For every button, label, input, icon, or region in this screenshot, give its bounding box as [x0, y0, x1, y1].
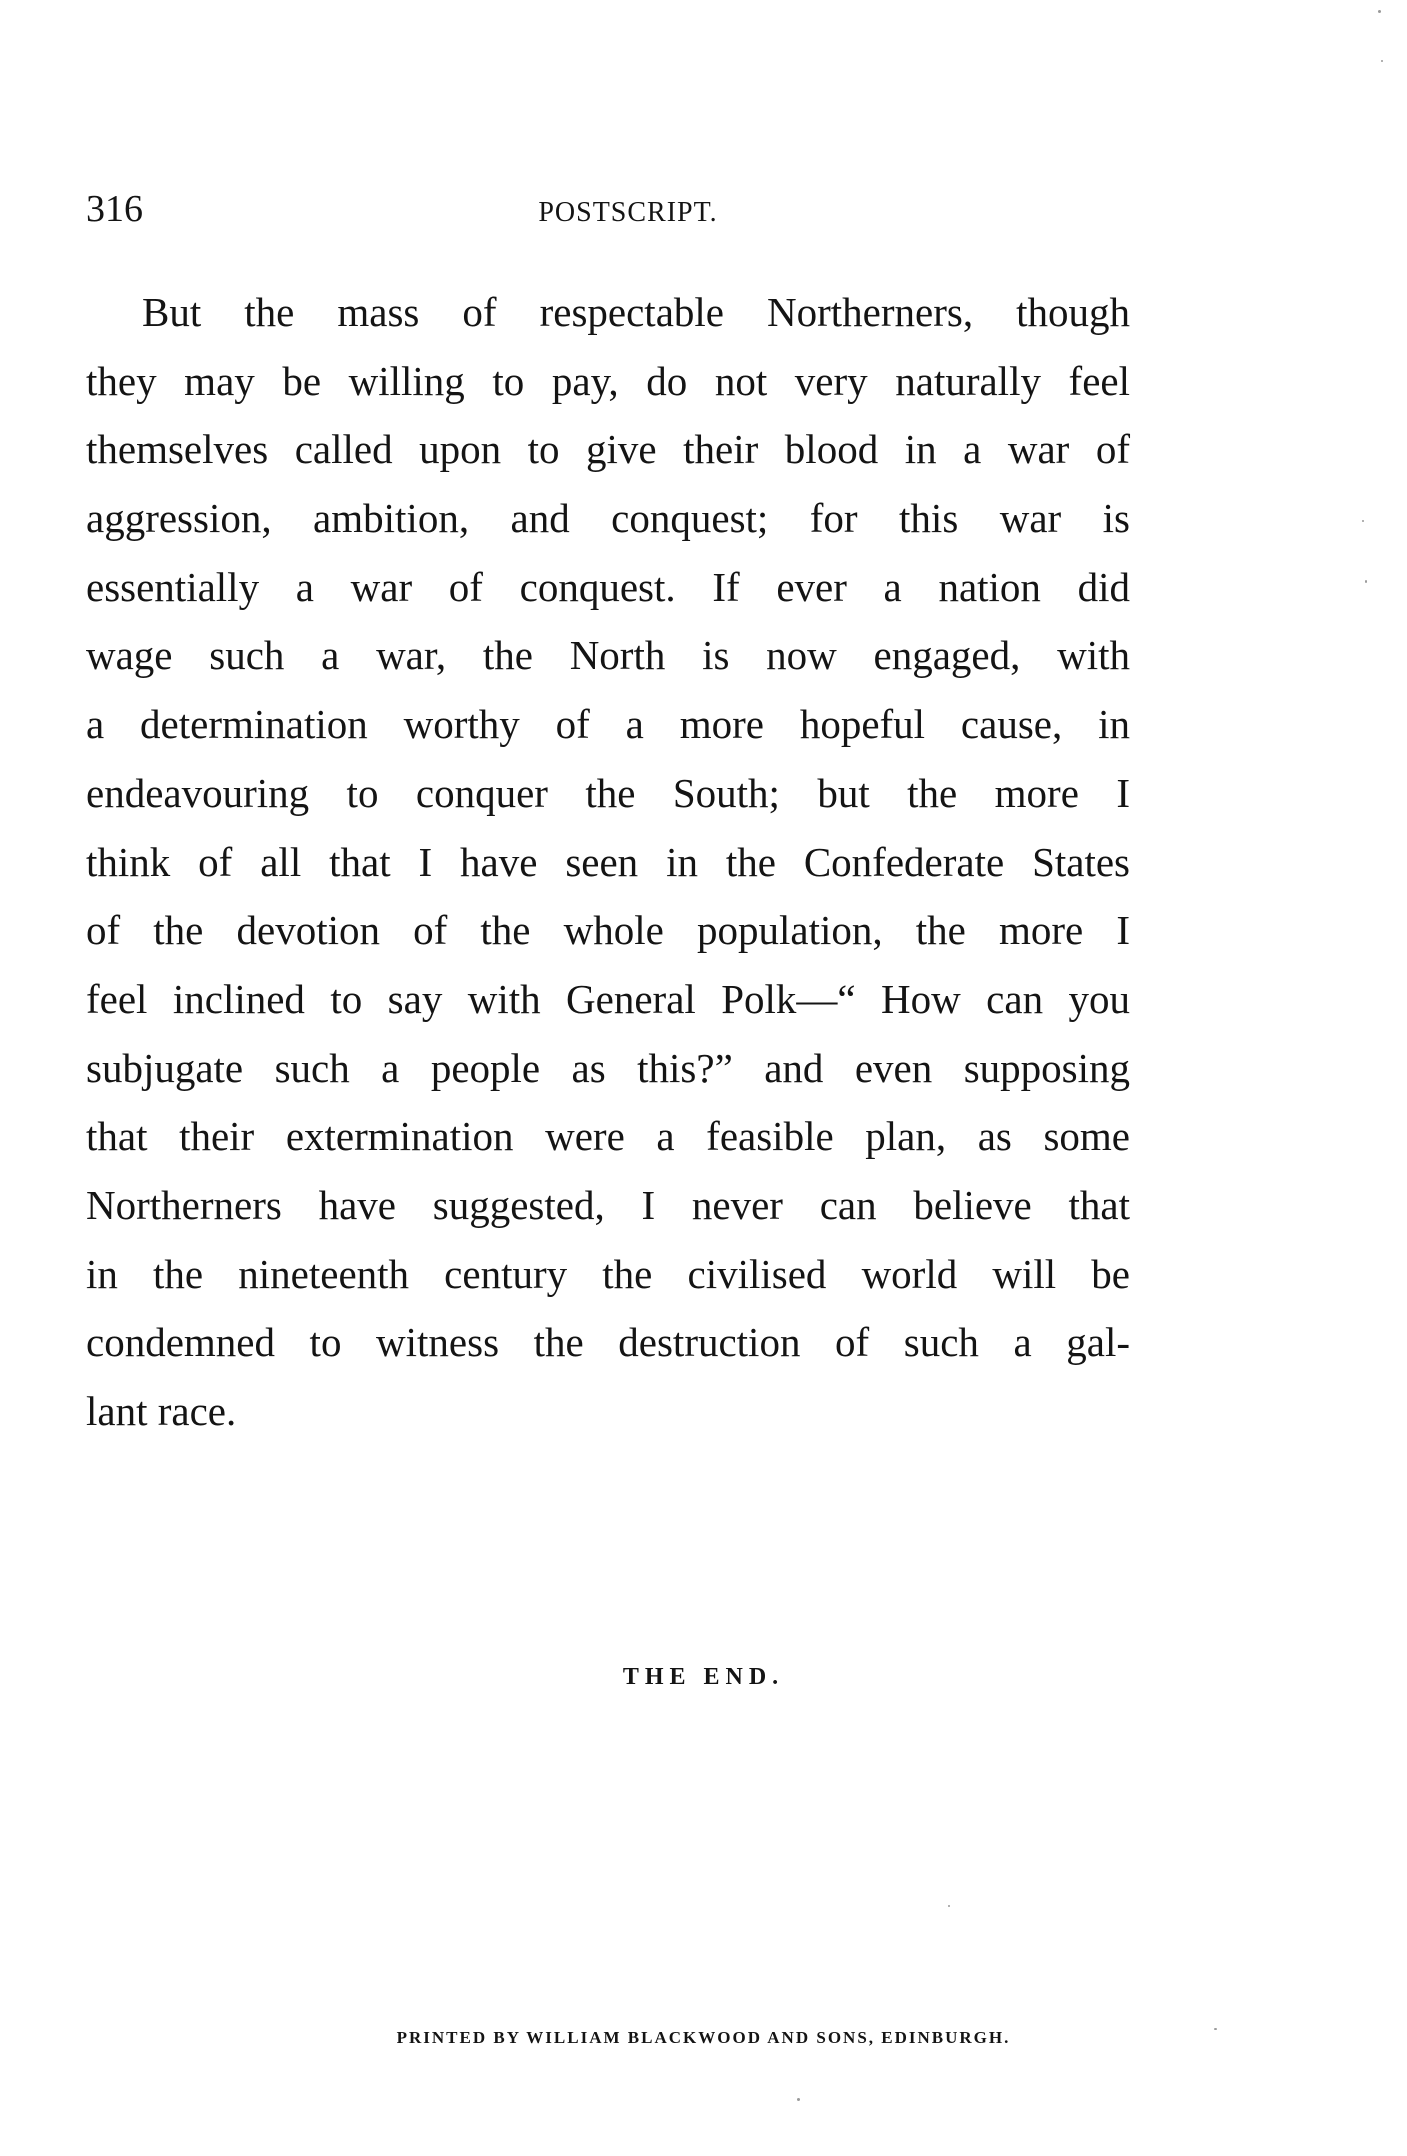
- text-line: lant race.: [86, 1388, 237, 1434]
- text-line: themselves called upon to give their blood in a war of: [86, 426, 1130, 473]
- text-line: a determination worthy of a more hopeful cause, in: [86, 701, 1130, 748]
- text-line: feel inclined to say with General Polk—“ How can you: [86, 975, 1130, 1022]
- scan-speck: [1378, 10, 1381, 13]
- scan-speck: [1381, 60, 1383, 62]
- text-line: that their extermination were a feasible plan, as some: [86, 1113, 1130, 1160]
- text-line: think of all that I have seen in the Confederate States: [86, 838, 1130, 885]
- text-line: endeavouring to conquer the South; but the more I: [86, 769, 1130, 816]
- scan-speck: [797, 2098, 800, 2101]
- text-line: Northerners have suggested, I never can believe that: [86, 1181, 1130, 1228]
- text-line: subjugate such a people as this?” and even supposing: [86, 1044, 1130, 1091]
- text-line: But the mass of respectable Northerners, though: [142, 289, 1130, 335]
- text-line: condemned to witness the destruction of such a gal-: [86, 1319, 1130, 1366]
- text-line: they may be willing to pay, do not very naturally feel: [86, 357, 1130, 404]
- text-line: of the devotion of the whole population, the more I: [86, 907, 1130, 954]
- printer-colophon: PRINTED BY WILLIAM BLACKWOOD AND SONS, EDINBURGH.: [396, 2028, 1011, 2047]
- text-line: aggression, ambition, and conquest; for this war is: [86, 495, 1130, 542]
- text-line: in the nineteenth century the civilised world will be: [86, 1250, 1130, 1297]
- page-number: 316: [86, 188, 143, 230]
- body-paragraph: [86, 278, 1130, 1446]
- scan-speck: [1362, 520, 1364, 522]
- the-end-heading: THE END.: [622, 1664, 785, 1690]
- scan-speck: [948, 1905, 950, 1907]
- text-line: essentially a war of conquest. If ever a nation did: [86, 563, 1130, 610]
- section-title: POSTSCRIPT.: [538, 197, 718, 228]
- scan-speck: [1365, 580, 1367, 583]
- scan-speck: [1214, 2028, 1217, 2030]
- text-line: wage such a war, the North is now engaged, with: [86, 632, 1130, 679]
- running-head: [86, 186, 1130, 236]
